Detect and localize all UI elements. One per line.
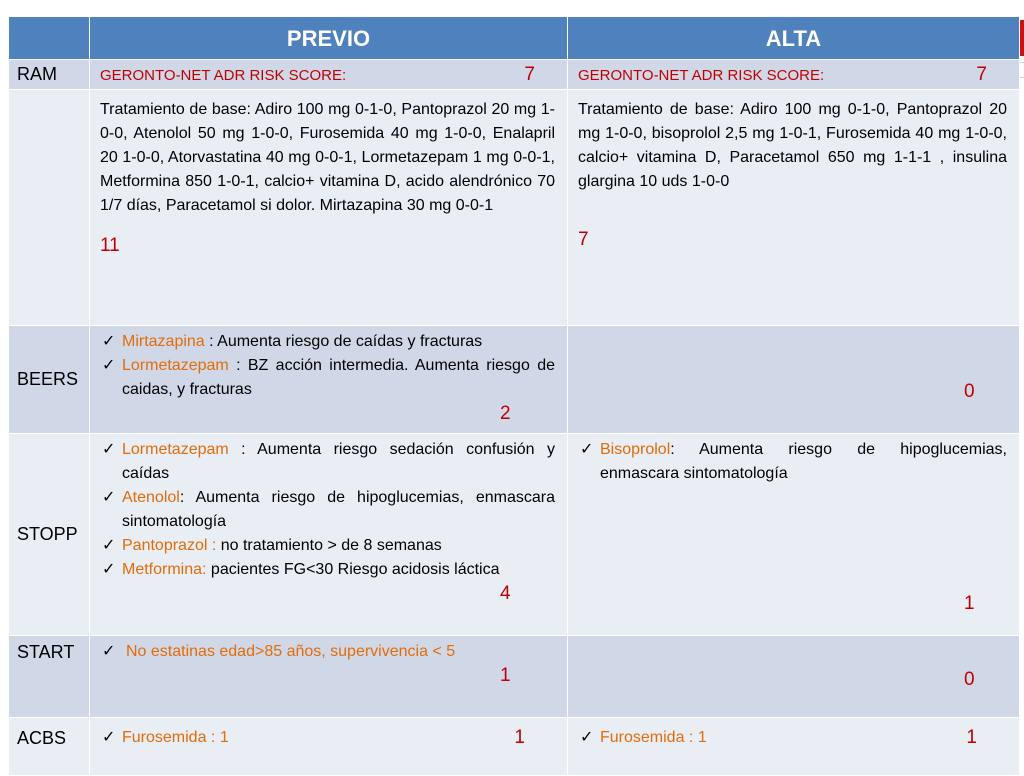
drug-name: Atenolol	[122, 489, 180, 506]
beers-alta-cell	[568, 326, 1020, 434]
checkmark-icon: ✓	[102, 489, 116, 506]
ram-previo-cell	[90, 60, 568, 90]
drug-name: Lormetazepam	[122, 441, 229, 458]
drug-name: Lormetazepam	[122, 357, 229, 374]
ram-previo-text: GERONTO-NET ADR RISK SCORE:	[100, 66, 347, 84]
tratamiento-previo-count: 11	[100, 235, 120, 256]
list-item	[100, 486, 555, 534]
acbs-alta-score: 1	[966, 727, 977, 748]
tratamiento-previo-cell	[90, 90, 568, 326]
drug-name: Pantoprazol :	[122, 537, 217, 554]
stopp-previo-list	[100, 438, 555, 582]
acbs-previo-cell	[90, 718, 568, 776]
row-beers	[9, 326, 1020, 434]
list-item	[578, 726, 707, 750]
checkmark-icon: ✓	[102, 643, 116, 660]
beers-previo-cell	[90, 326, 568, 434]
ram-alta-cell	[568, 60, 1020, 90]
row-acbs	[9, 718, 1020, 776]
drug-name: Bisoprolol	[600, 441, 671, 458]
drug-note: : Aumenta riesgo de hipoglucemias, enmascara sintomatología	[122, 489, 555, 530]
row-label-tratamiento	[9, 90, 90, 326]
ram-previo-score: 7	[524, 64, 535, 85]
ram-alta-text: GERONTO-NET ADR RISK SCORE:	[578, 66, 825, 84]
row-label-start: START	[9, 636, 90, 718]
row-stopp	[9, 434, 1020, 636]
start-previo-cell	[90, 636, 568, 718]
row-label-stopp: STOPP	[9, 434, 90, 636]
medication-comparison-table	[8, 16, 1020, 776]
list-item	[100, 534, 555, 558]
checkmark-icon: ✓	[102, 357, 116, 374]
beers-alta-score: 0	[964, 381, 975, 402]
ram-alta-score: 7	[976, 64, 987, 85]
list-item	[100, 330, 555, 354]
row-label-beers: BEERS	[9, 326, 90, 434]
checkmark-icon: ✓	[102, 441, 116, 458]
drug-note: : BZ acción intermedia. Aumenta riesgo de caidas, y fracturas	[122, 357, 555, 398]
list-item	[100, 640, 555, 664]
tratamiento-alta-text: Tratamiento de base: Adiro 100 mg 0-1-0, Pantoprazol 20 mg 1-0-0, bisoprolol 2,5 mg 1-0-1, Furosemida 40 mg 1-0-0, calcio+ vitamina D, Paracetamol 650 mg 1-1-1 , insulina glargina 10 uds 1-0-0	[578, 101, 1007, 190]
tratamiento-previo-text: Tratamiento de base: Adiro 100 mg 0-1-0, Pantoprazol 20 mg 1-0-0, Atenolol 50 mg 1-0-0, Furosemida 40 mg 1-0-0, Enalapril 20 1-0-0, Atorvastatina 40 mg 0-0-1, Lormetazepam 1 mg 0-0-1, Metformina 850 1-0-1, calcio+ vitamina D, acido alendrónico 70 1/7 días, Paracetamol si dolor. Mirtazapina 30 mg 0-0-1	[100, 101, 555, 214]
list-item	[100, 354, 555, 402]
acbs-alta-cell	[568, 718, 1020, 776]
drug-name: No estatinas edad>85 años, supervivencia < 5	[126, 643, 456, 660]
row-label-acbs: ACBS	[9, 718, 90, 776]
start-alta-score: 0	[964, 669, 975, 690]
checkmark-icon: ✓	[102, 561, 116, 578]
row-ram	[9, 60, 1020, 90]
start-alta-cell	[568, 636, 1020, 718]
drug-name: Furosemida : 1	[600, 729, 707, 746]
acbs-previo-score: 1	[514, 727, 525, 748]
drug-name: Furosemida : 1	[122, 729, 229, 746]
acbs-alta-list	[578, 726, 707, 750]
stopp-alta-score: 1	[964, 593, 975, 614]
drug-note: pacientes FG<30 Riesgo acidosis láctica	[206, 561, 500, 578]
checkmark-icon: ✓	[580, 441, 594, 458]
list-item	[100, 726, 229, 750]
acbs-previo-list	[100, 726, 229, 750]
row-start	[9, 636, 1020, 718]
list-item	[100, 558, 555, 582]
row-tratamiento	[9, 90, 1020, 326]
header-previo: PREVIO	[90, 17, 568, 60]
header-alta: ALTA	[568, 17, 1020, 60]
stopp-alta-list	[578, 438, 1007, 486]
drug-name: Metformina:	[122, 561, 207, 578]
stopp-previo-score: 4	[500, 583, 511, 604]
beers-previo-score: 2	[500, 403, 511, 424]
stopp-previo-cell	[90, 434, 568, 636]
checkmark-icon: ✓	[580, 729, 594, 746]
start-previo-list	[100, 640, 555, 664]
checkmark-icon: ✓	[102, 729, 116, 746]
drug-name: Mirtazapina	[122, 333, 205, 350]
drug-note: : Aumenta riesgo de caídas y fracturas	[204, 333, 483, 350]
list-item	[578, 438, 1007, 486]
drug-note: : Aumenta riesgo sedación confusión y caídas	[122, 441, 555, 482]
beers-previo-list	[100, 330, 555, 402]
checkmark-icon: ✓	[102, 537, 116, 554]
list-item	[100, 438, 555, 486]
drug-note: : Aumenta riesgo de hipoglucemias, enmascara sintomatología	[600, 441, 1007, 482]
row-label-ram: RAM	[9, 60, 90, 90]
checkmark-icon: ✓	[102, 333, 116, 350]
drug-note: no tratamiento > de 8 semanas	[216, 537, 442, 554]
tratamiento-alta-count: 7	[578, 229, 589, 250]
start-previo-score: 1	[500, 665, 511, 686]
header-row	[9, 17, 1020, 60]
stopp-alta-cell	[568, 434, 1020, 636]
header-empty	[9, 17, 90, 60]
tratamiento-alta-cell	[568, 90, 1020, 326]
